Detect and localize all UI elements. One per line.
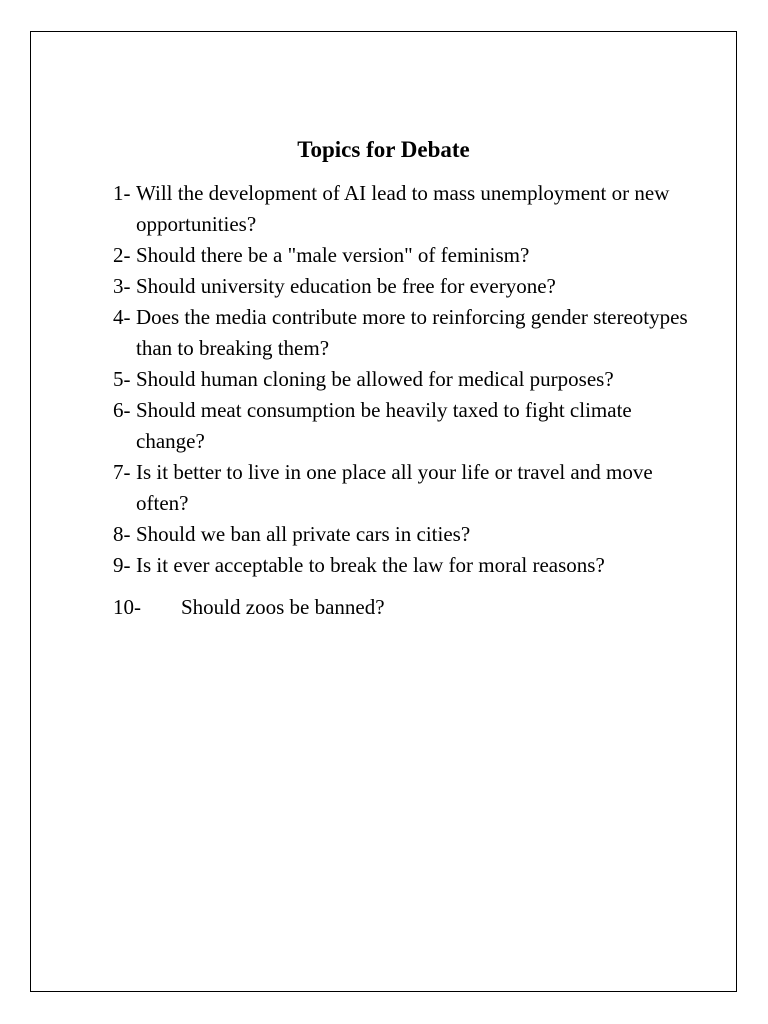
topic-number: 4- [113, 305, 131, 329]
list-item [113, 302, 693, 364]
topic-text: Should zoos be banned? [181, 595, 385, 619]
topic-text: Should there be a "male version" of feminism? [136, 243, 530, 267]
topic-text: Does the media contribute more to reinforcing gender stereotypes than to breaking them? [136, 305, 688, 360]
topic-text: Is it ever acceptable to break the law for moral reasons? [136, 553, 605, 577]
topic-number: 2- [113, 243, 131, 267]
topic-list [113, 178, 693, 623]
list-item [113, 395, 693, 457]
list-item [113, 550, 693, 581]
list-item [113, 240, 693, 271]
list-item [113, 519, 693, 550]
topic-text: Should meat consumption be heavily taxed to fight climate change? [136, 398, 632, 453]
topic-number: 3- [113, 274, 131, 298]
topic-number: 10- [113, 595, 141, 619]
topic-text: Is it better to live in one place all your life or travel and move often? [136, 460, 653, 515]
page-title: Topics for Debate [297, 137, 470, 162]
topic-text: Should we ban all private cars in cities? [136, 522, 471, 546]
list-item [113, 178, 693, 240]
topic-text: Should human cloning be allowed for medical purposes? [136, 367, 614, 391]
topic-number: 7- [113, 460, 131, 484]
topic-number: 1- [113, 181, 131, 205]
list-item [113, 457, 693, 519]
list-item [113, 271, 693, 302]
topic-number: 6- [113, 398, 131, 422]
document-page [30, 31, 737, 992]
list-item [113, 592, 693, 623]
topic-number: 9- [113, 553, 131, 577]
topic-number: 8- [113, 522, 131, 546]
topic-number: 5- [113, 367, 131, 391]
list-item [113, 364, 693, 395]
topic-text: Will the development of AI lead to mass unemployment or new opportunities? [136, 181, 670, 236]
topic-text: Should university education be free for everyone? [136, 274, 556, 298]
